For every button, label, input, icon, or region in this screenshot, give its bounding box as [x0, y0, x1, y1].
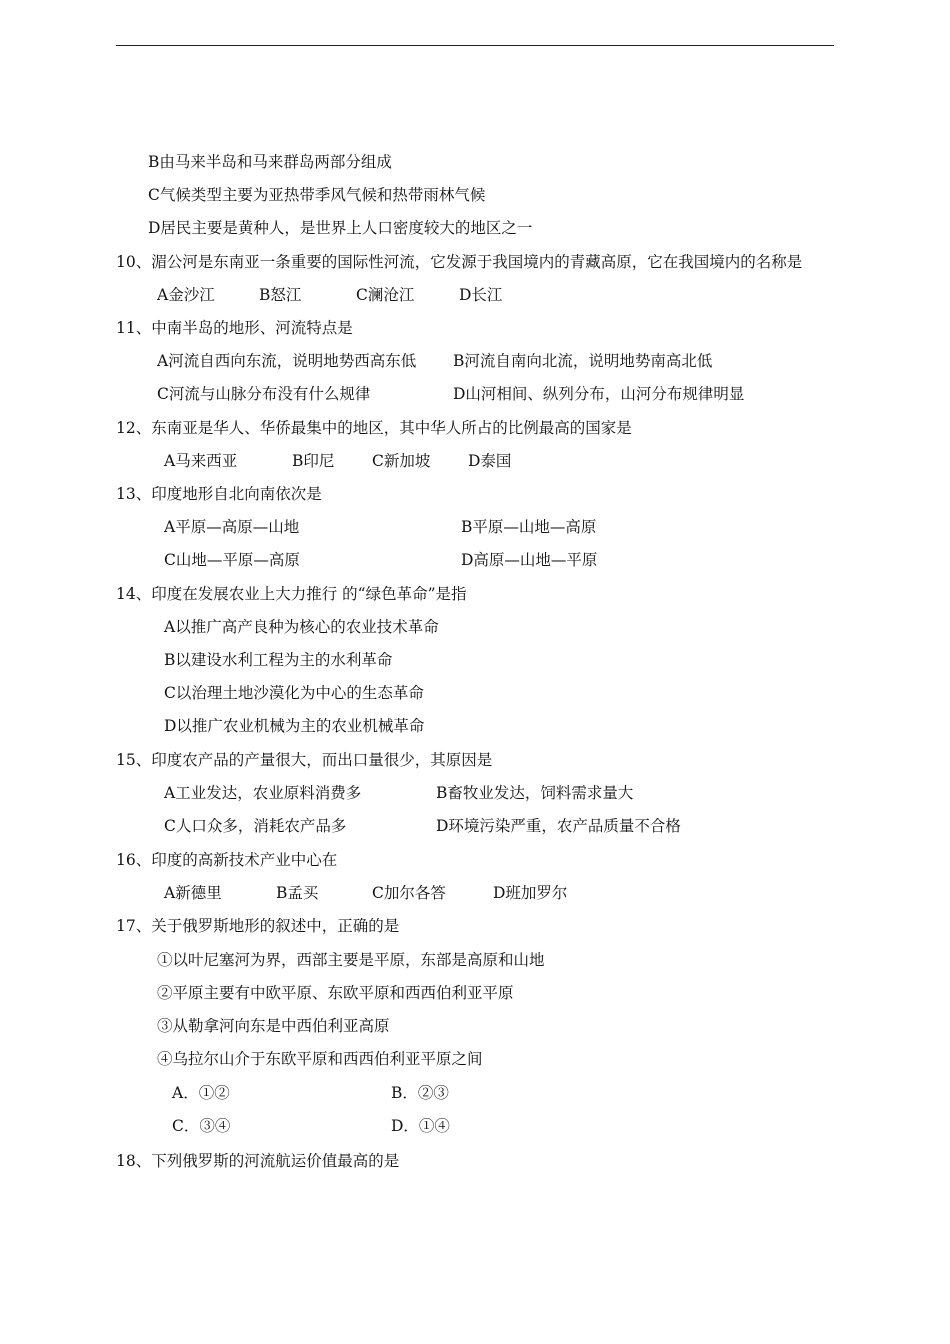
- q11-option-a: A河流自西向东流，说明地势西高东低: [157, 352, 417, 370]
- q10-option-b: B怒江: [259, 286, 302, 304]
- q15-stem: 15、印度农产品的产量很大，而出口量很少，其原因是: [116, 751, 493, 769]
- q17-statement-4: ④乌拉尔山介于东欧平原和西西伯利亚平原之间: [157, 1050, 483, 1068]
- q9-option-b: B由马来半岛和马来群岛两部分组成: [148, 153, 392, 171]
- q13-option-b: B平原—山地—高原: [461, 518, 597, 536]
- q17-statement-3: ③从勒拿河向东是中西伯利亚高原: [157, 1017, 390, 1035]
- q11-option-d: D山河相间、纵列分布，山河分布规律明显: [453, 385, 745, 403]
- q10-option-d: D长江: [459, 286, 503, 304]
- q13-option-c: C山地—平原—高原: [164, 551, 300, 569]
- q9-option-c: C气候类型主要为亚热带季风气候和热带雨林气候: [148, 186, 486, 204]
- q16-option-d: D班加罗尔: [493, 884, 568, 902]
- q16-stem: 16、印度的高新技术产业中心在: [116, 851, 338, 869]
- q14-stem: 14、印度在发展农业上大力推行 的“绿色革命”是指: [116, 585, 467, 603]
- q12-option-b: B印尼: [292, 452, 335, 470]
- q11-stem: 11、中南半岛的地形、河流特点是: [116, 319, 353, 337]
- q15-option-b: B畜牧业发达，饲料需求量大: [436, 784, 634, 802]
- q16-option-a: A新德里: [164, 884, 222, 902]
- q17-option-c: C．③④: [172, 1117, 231, 1135]
- q13-option-a: A平原—高原—山地: [164, 518, 300, 536]
- q14-option-d: D以推广农业机械为主的农业机械革命: [164, 717, 425, 735]
- q17-statement-1: ①以叶尼塞河为界，西部主要是平原，东部是高原和山地: [157, 951, 545, 969]
- q11-option-c: C河流与山脉分布没有什么规律: [157, 385, 371, 403]
- q10-option-c: C澜沧江: [356, 286, 415, 304]
- q10-option-a: A金沙江: [157, 286, 215, 304]
- header-rule: [116, 45, 834, 46]
- q13-option-d: D高原—山地—平原: [461, 551, 598, 569]
- q13-stem: 13、印度地形自北向南依次是: [116, 485, 322, 503]
- q16-option-c: C加尔各答: [372, 884, 446, 902]
- q18-stem: 18、下列俄罗斯的河流航运价值最高的是: [116, 1152, 400, 1170]
- q16-option-b: B孟买: [276, 884, 319, 902]
- q17-option-b: B．②③: [391, 1084, 449, 1102]
- q15-option-d: D环境污染严重，农产品质量不合格: [436, 817, 681, 835]
- q14-option-c: C以治理土地沙漠化为中心的生态革命: [164, 684, 424, 702]
- q17-statement-2: ②平原主要有中欧平原、东欧平原和西西伯利亚平原: [157, 984, 514, 1002]
- q12-option-d: D泰国: [468, 452, 512, 470]
- q17-option-d: D．①④: [391, 1117, 450, 1135]
- q12-stem: 12、东南亚是华人、华侨最集中的地区，其中华人所占的比例最高的国家是: [116, 419, 632, 437]
- q9-option-d: D居民主要是黄种人，是世界上人口密度较大的地区之一: [148, 219, 533, 237]
- q10-stem: 10、湄公河是东南亚一条重要的国际性河流，它发源于我国境内的青藏高原，它在我国境内的名称是: [116, 253, 803, 271]
- q17-option-a: A．①②: [172, 1084, 230, 1102]
- q15-option-c: C人口众多，消耗农产品多: [164, 817, 347, 835]
- q11-option-b: B河流自南向北流，说明地势南高北低: [453, 352, 713, 370]
- q17-stem: 17、关于俄罗斯地形的叙述中，正确的是: [116, 917, 400, 935]
- q12-option-c: C新加坡: [372, 452, 431, 470]
- q15-option-a: A工业发达，农业原料消费多: [164, 784, 362, 802]
- q14-option-a: A以推广高产良种为核心的农业技术革命: [164, 618, 439, 636]
- q14-option-b: B以建设水利工程为主的水利革命: [164, 651, 393, 669]
- q12-option-a: A马来西亚: [164, 452, 238, 470]
